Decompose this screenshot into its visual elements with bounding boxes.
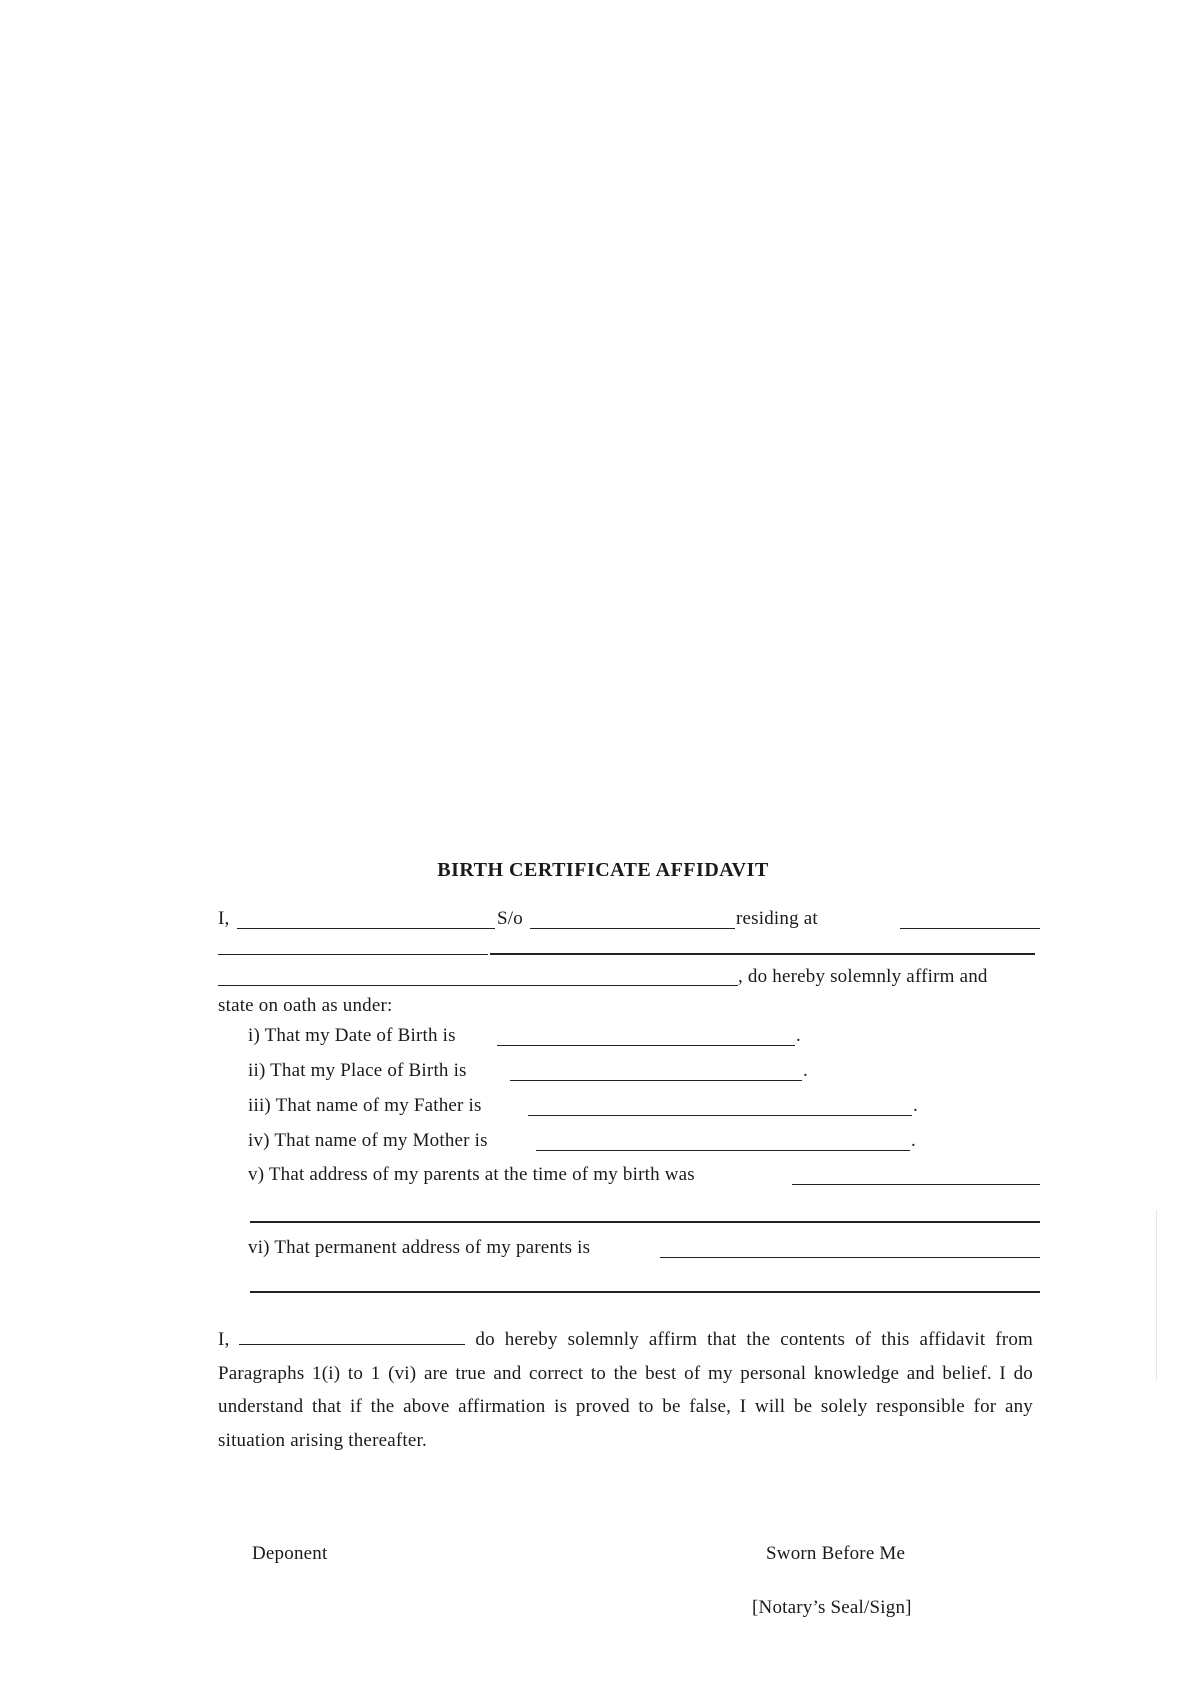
place-of-birth-blank[interactable] [510,1080,802,1081]
item-end-dot: . [803,1060,808,1081]
name-blank[interactable] [237,928,495,929]
item-permanent-address: vi) That permanent address of my parents is [248,1237,591,1258]
intro-prefix: I, [218,908,230,929]
affirm-text: , do hereby solemnly affirm and [738,966,988,987]
father-name-field-blank[interactable] [528,1115,912,1116]
sworn-before-me-label: Sworn Before Me [766,1543,906,1564]
declaration-paragraph [218,1323,1033,1457]
parents-address-blank-2[interactable] [250,1221,1040,1223]
item-end-dot: . [913,1095,918,1116]
page-edge-divider [1156,1210,1157,1380]
mother-name-blank[interactable] [536,1150,910,1151]
residing-label: residing at [736,908,818,929]
declarant-name-blank[interactable] [239,1328,465,1345]
deponent-label: Deponent [252,1543,328,1564]
item-place-of-birth: ii) That my Place of Birth is [248,1060,467,1081]
item-date-of-birth: i) That my Date of Birth is [248,1025,456,1046]
item-end-dot: . [911,1130,916,1151]
declaration-prefix: I, [218,1329,230,1350]
item-parents-address-at-birth: v) That address of my parents at the time of my birth was [248,1164,695,1185]
address-blank-1[interactable] [900,928,1040,929]
date-of-birth-blank[interactable] [497,1045,795,1046]
notary-seal-label: [Notary’s Seal/Sign] [752,1597,912,1618]
item-mother-name: iv) That name of my Mother is [248,1130,488,1151]
son-of-label: S/o [497,908,523,929]
item-father-name: iii) That name of my Father is [248,1095,482,1116]
permanent-address-blank-2[interactable] [250,1291,1040,1293]
father-name-blank[interactable] [530,928,735,929]
address-blank-2a[interactable] [218,954,488,955]
permanent-address-blank-1[interactable] [660,1257,1040,1258]
document-title: BIRTH CERTIFICATE AFFIDAVIT [437,859,769,881]
declaration-body: do hereby solemnly affirm that the contents of this affidavit from Paragraphs 1(i) to 1 (vi) are true and correct to the best of my personal knowledge and belief. I do understand that if the above affirmation is proved to be false, I will be solely responsible for any situation arising thereafter. [218,1329,1033,1451]
address-blank-2b[interactable] [490,953,1035,955]
parents-address-blank-1[interactable] [792,1184,1040,1185]
item-end-dot: . [796,1025,801,1046]
state-on-oath: state on oath as under: [218,995,393,1016]
address-blank-3[interactable] [218,985,738,986]
